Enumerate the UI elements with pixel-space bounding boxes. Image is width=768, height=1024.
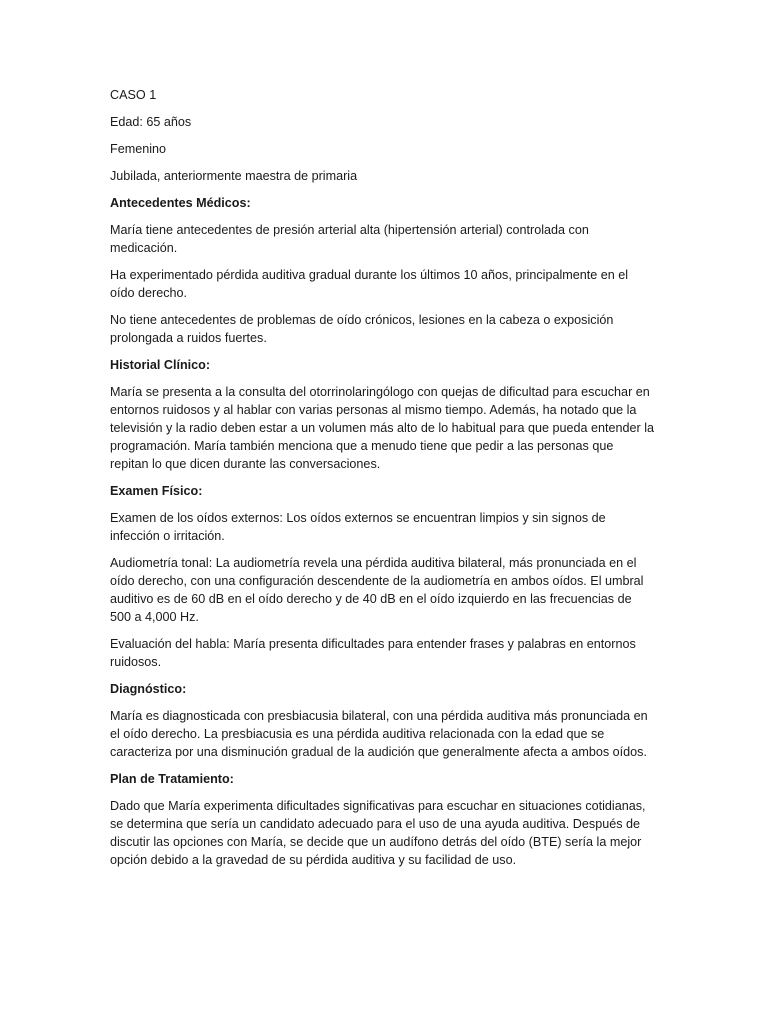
treatment-plan-paragraph: Dado que María experimenta dificultades significativas para escuchar en situaciones cotidianas, se determina que sería un candidato adecuado para el uso de una ayuda auditiva. Después de discutir las opciones con María, se decide que un audífono detrás del oído (BTE) sería la mejor opción debido a la gravedad de su pérdida auditiva y su facilidad de uso. bbox=[110, 799, 646, 867]
physical-exam-paragraph: Audiometría tonal: La audiometría revela una pérdida auditiva bilateral, más pronunciada en el oído derecho, con una configuración descendente de la audiometría en ambos oídos. El umbral auditivo es de 60 dB en el oído derecho y de 40 dB en el oído izquierdo en las frecuencias de 500 a 4,000 Hz. bbox=[110, 556, 644, 624]
physical-exam-paragraph: Evaluación del habla: María presenta dificultades para entender frases y palabras en entornos ruidosos. bbox=[110, 637, 636, 669]
physical-exam-paragraph: Examen de los oídos externos: Los oídos externos se encuentran limpios y sin signos de infección o irritación. bbox=[110, 511, 606, 543]
medical-history-paragraph: Ha experimentado pérdida auditiva gradual durante los últimos 10 años, principalmente en el oído derecho. bbox=[110, 268, 629, 300]
patient-age: Edad: 65 años bbox=[110, 115, 192, 129]
diagnosis-paragraph: María es diagnosticada con presbiacusia bilateral, con una pérdida auditiva más pronunciada en el oído derecho. La presbiacusia es una pérdida auditiva relacionada con la edad que se caracteriza por una disminución gradual de la audición que generalmente afecta a ambos oídos. bbox=[110, 709, 648, 759]
case-title: CASO 1 bbox=[110, 88, 157, 102]
medical-history-paragraph: María tiene antecedentes de presión arterial alta (hipertensión arterial) controlada con medicación. bbox=[110, 223, 589, 255]
patient-sex: Femenino bbox=[110, 142, 167, 156]
physical-exam-heading: Examen Físico: bbox=[110, 484, 203, 498]
clinical-history-heading: Historial Clínico: bbox=[110, 358, 211, 372]
medical-history-paragraph: No tiene antecedentes de problemas de oído crónicos, lesiones en la cabeza o exposición prolongada a ruidos fuertes. bbox=[110, 313, 614, 345]
medical-history-heading: Antecedentes Médicos: bbox=[110, 196, 251, 210]
document-body bbox=[110, 86, 655, 878]
patient-occupation: Jubilada, anteriormente maestra de primaria bbox=[110, 169, 358, 183]
treatment-plan-heading: Plan de Tratamiento: bbox=[110, 772, 234, 786]
clinical-history-paragraph: María se presenta a la consulta del otorrinolaringólogo con quejas de dificultad para escuchar en entornos ruidosos y al hablar con varias personas al mismo tiempo. Además, ha notado que la televisión y la radio deben estar a un volumen más alto de lo habitual para que pueda entender la programación. María también menciona que a menudo tiene que pedir a las personas que repitan lo que dicen durante las conversaciones. bbox=[110, 385, 654, 471]
diagnosis-heading: Diagnóstico: bbox=[110, 682, 187, 696]
